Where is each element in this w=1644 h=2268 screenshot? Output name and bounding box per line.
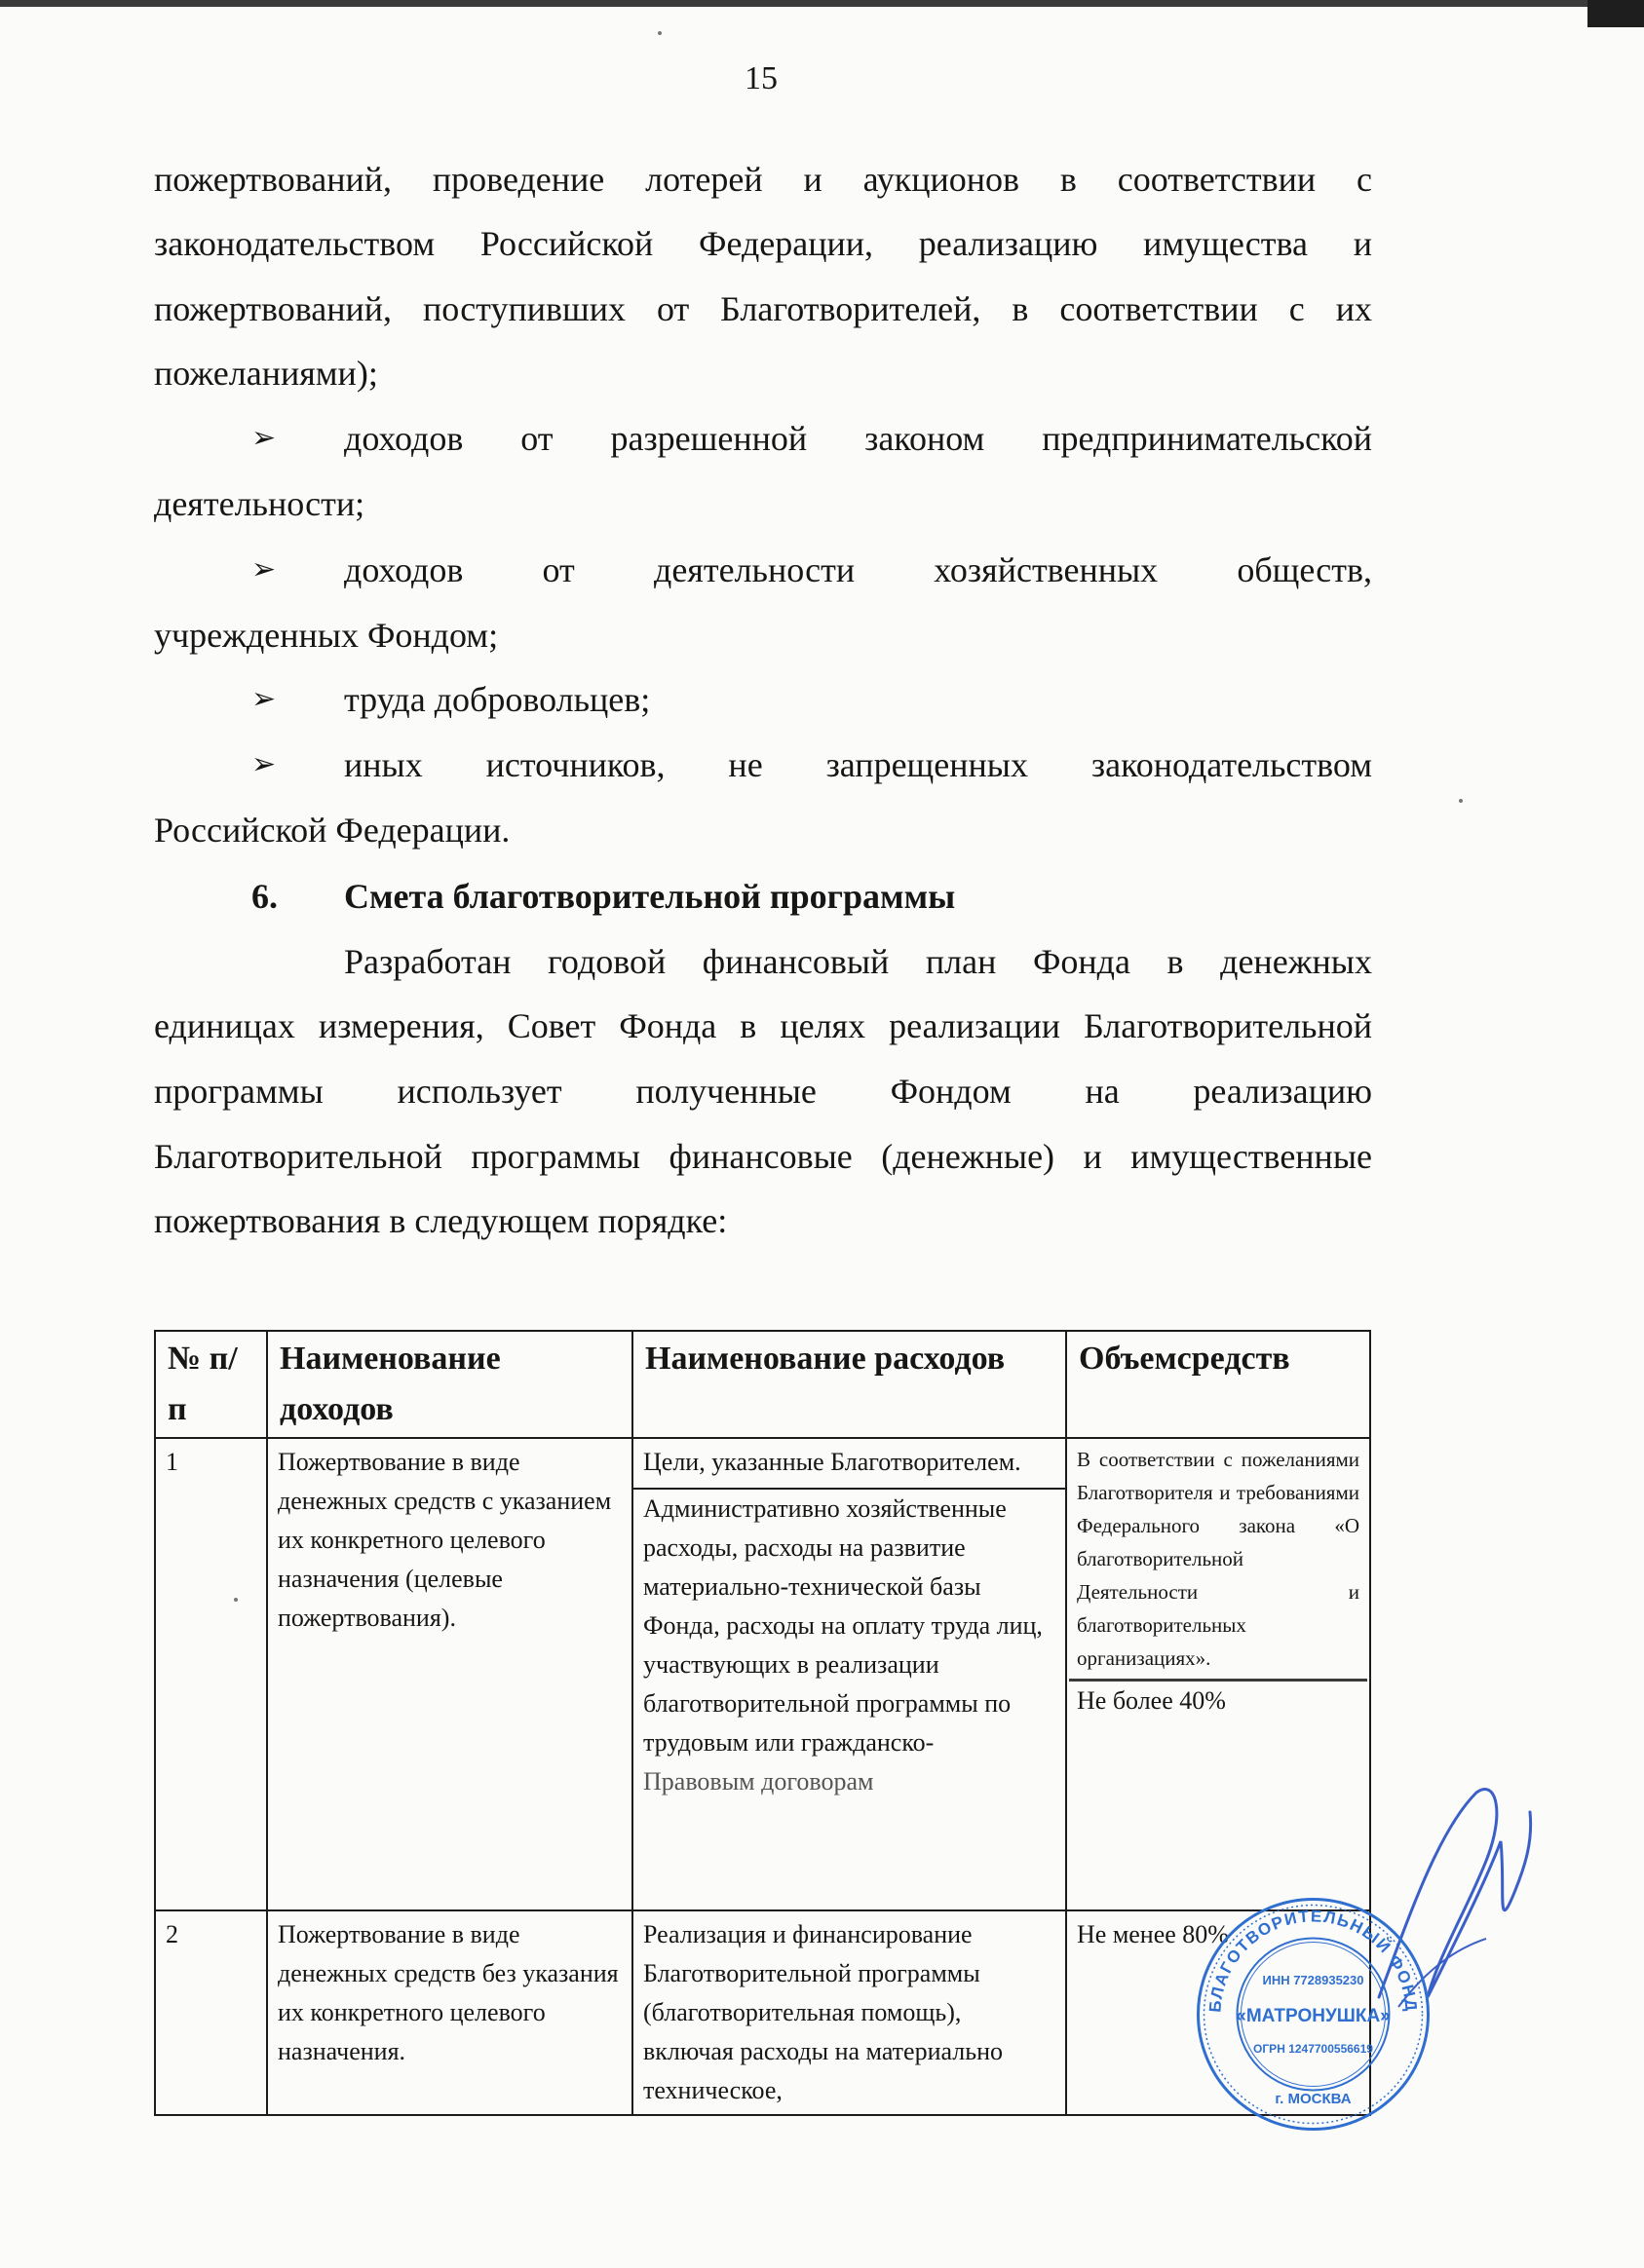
stamp-city: г. МОСКВА xyxy=(1275,2091,1352,2107)
section-number: 6. xyxy=(251,877,278,916)
volume-limit: Не более 40% xyxy=(1077,1686,1226,1715)
bullet-item xyxy=(154,745,1372,784)
expense-purpose: Цели, указанные Благотворителем. xyxy=(643,1448,1021,1476)
bullet-item xyxy=(154,680,1372,719)
stamp-inn: ИНН 7728935230 xyxy=(1262,1973,1364,1987)
arrow-bullet-icon: ➢ xyxy=(251,748,277,780)
cell-income: Пожертвование в виде денежных средств с указанием их конкретного целевого назначения (целевые пожертвования). xyxy=(267,1438,632,1910)
paragraph-line: пожеланиями); xyxy=(154,354,378,393)
bullet-text: доходов от деятельности хозяйственных обществ, xyxy=(344,550,1372,589)
paragraph-line: Благотворительной программы финансовые (денежные) и имущественные xyxy=(154,1137,1372,1176)
organization-stamp xyxy=(1194,1895,1433,2134)
header-income: Наименование доходов xyxy=(267,1331,632,1438)
page-number: 15 xyxy=(745,60,778,96)
bullet-continuation: деятельности; xyxy=(154,484,365,523)
bullet-continuation: учрежденных Фондом; xyxy=(154,616,499,655)
section-heading xyxy=(251,877,955,916)
cell-expense: Реализация и финансирование Благотворительной программы (благотворительная помощь), включая расходы на материально техническое, xyxy=(632,1910,1066,2115)
paragraph-line: законодательством Российской Федерации, реализацию имущества и xyxy=(154,224,1372,263)
budget-table xyxy=(154,1330,1371,2116)
svg-text:БЛАГОТВОРИТЕЛЬНЫЙ ФОНД xyxy=(1205,1907,1420,2013)
expense-admin-text: Административно хозяйственные расходы, расходы на развитие материально-технической базы Фонда, расходы на оплату труда лиц, участвующих в реализации благотворительной программы по трудовым или гражданско- xyxy=(643,1494,1043,1757)
section-title: Смета благотворительной программы xyxy=(344,877,956,916)
bullet-continuation: Российской Федерации. xyxy=(154,811,511,850)
bullet-item xyxy=(154,419,1372,458)
expense-admin-tail: Правовым договорам xyxy=(643,1767,874,1796)
paragraph-line: пожертвований, проведение лотерей и аукционов в соответствии с xyxy=(154,160,1372,199)
table-row xyxy=(155,1910,1370,2115)
stamp-name: «МАТРОНУШКА» xyxy=(1236,2006,1391,2026)
cell-num: 2 xyxy=(155,1910,267,2115)
paragraph-line: пожертвования в следующем порядке: xyxy=(154,1201,728,1240)
scan-speck xyxy=(1459,799,1463,803)
bullet-text: иных источников, не запрещенных законодательством xyxy=(344,745,1372,784)
table-row xyxy=(155,1438,1370,1910)
bullet-item xyxy=(154,550,1372,589)
cell-volume: Не менее 80% xyxy=(1066,1910,1370,2115)
paragraph-line: единицах измерения, Совет Фонда в целях реализации Благотворительной xyxy=(154,1006,1372,1045)
arrow-bullet-icon: ➢ xyxy=(251,683,277,715)
bullet-text: труда добровольцев; xyxy=(344,680,651,719)
stamp-ring-text: БЛАГОТВОРИТЕЛЬНЫЙ ФОНД xyxy=(1205,1907,1421,2014)
scan-top-edge xyxy=(0,0,1644,7)
header-num: № п/п xyxy=(155,1331,267,1438)
cell-num: 1 xyxy=(155,1438,267,1910)
scan-corner-mark xyxy=(1587,0,1644,27)
arrow-bullet-icon: ➢ xyxy=(251,422,277,454)
paragraph-line: программы использует полученные Фондом на реализацию xyxy=(154,1072,1372,1111)
arrow-bullet-icon: ➢ xyxy=(251,553,277,586)
cell-expense xyxy=(632,1438,1066,1910)
cell-volume xyxy=(1066,1438,1370,1910)
header-volume: Объемсредств xyxy=(1066,1331,1370,1438)
bullet-text: доходов от разрешенной законом предпринимательской xyxy=(344,419,1372,458)
table-header-row xyxy=(155,1331,1370,1438)
paragraph-line: Разработан годовой финансовый план Фонда в денежных xyxy=(344,942,1372,981)
paragraph-line: пожертвований, поступивших от Благотворителей, в соответствии с их xyxy=(154,289,1372,328)
header-expense: Наименование расходов xyxy=(632,1331,1066,1438)
volume-conditions: В соответствии с пожеланиями Благотворителя и требованиями Федерального закона «О благотворительной Деятельности и благотворительных организациях». xyxy=(1077,1448,1359,1670)
cell-income: Пожертвование в виде денежных средств без указания их конкретного целевого назначения. xyxy=(267,1910,632,2115)
stamp-ogrn: ОГРН 1247700556619 xyxy=(1253,2042,1373,2056)
expense-admin xyxy=(633,1488,1065,1801)
scan-speck xyxy=(658,31,662,35)
